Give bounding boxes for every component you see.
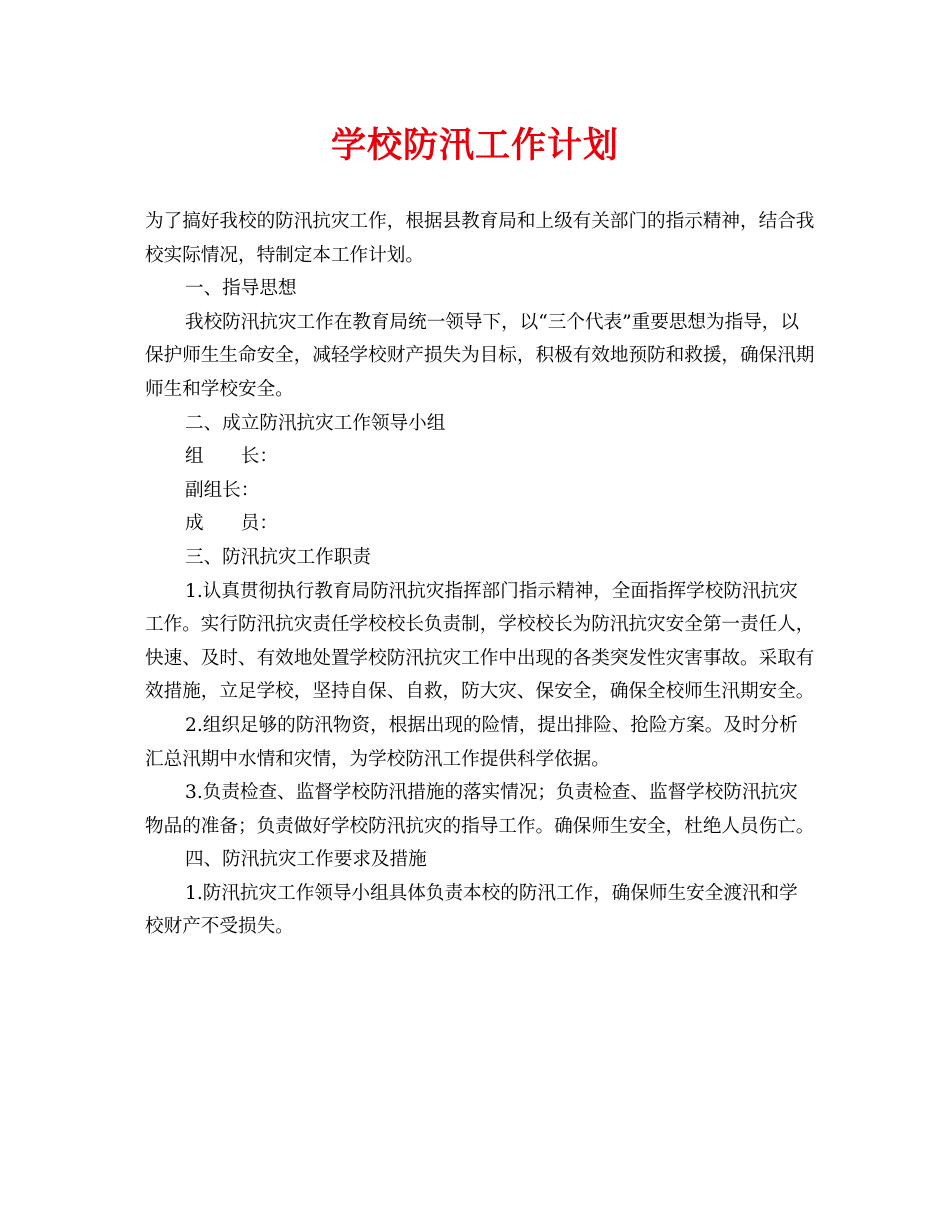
paragraph-requirement-1: 1.防汛抗灾工作领导小组具体负责本校的防汛工作，确保师生安全渡汛和学校财产不受损失。 xyxy=(145,882,798,938)
paragraph-intro: 为了搞好我校的防汛抗灾工作，根据县教育局和上级有关部门的指示精神，结合我校实际情况，特制定本工作计划。 xyxy=(145,211,815,266)
section-heading-requirements: 四、防汛抗灾工作要求及措施 xyxy=(184,849,427,871)
section-heading-guiding-thought: 一、指导思想 xyxy=(184,278,297,300)
paragraph-guiding-thought: 我校防汛抗灾工作在教育局统一领导下，以“三个代表”重要思想为指导，以保护师生生命安全，减轻学校财产损失为目标，积极有效地预防和救援，确保汛期师生和学校安全。 xyxy=(145,311,815,400)
label-deputy-leader: 副组长： xyxy=(184,479,260,501)
label-group-leader: 组 长： xyxy=(184,446,278,468)
paragraph-duty-2: 2.组织足够的防汛物资，根据出现的险情，提出排险、抢险方案。及时分析汇总汛期中水情和灾情，为学校防汛工作提供科学依据。 xyxy=(145,714,798,770)
section-heading-leadership-group: 二、成立防汛抗灾工作领导小组 xyxy=(184,412,446,434)
document-title: 学校防汛工作计划 xyxy=(330,125,619,166)
paragraph-duty-3: 3.负责检查、监督学校防汛措施的落实情况；负责检查、监督学校防汛抗灾物品的准备；负责做好学校防汛抗灾的指导工作。确保师生安全，杜绝人员伤亡。 xyxy=(145,782,815,837)
section-heading-duties: 三、防汛抗灾工作职责 xyxy=(184,546,371,568)
document-body xyxy=(145,205,815,944)
label-members: 成 员： xyxy=(184,513,278,535)
paragraph-duty-1: 1.认真贯彻执行教育局防汛抗灾指挥部门指示精神，全面指挥学校防汛抗灾工作。实行防汛抗灾责任学校校长负责制，学校校长为防汛抗灾安全第一责任人，快速、及时、有效地处置学校防汛抗灾工作中出现的各类突发性灾害事故。采取有效措施，立足学校，坚持自保、自救，防大灾、保安全，确保全校师生汛期安全。 xyxy=(145,580,815,703)
